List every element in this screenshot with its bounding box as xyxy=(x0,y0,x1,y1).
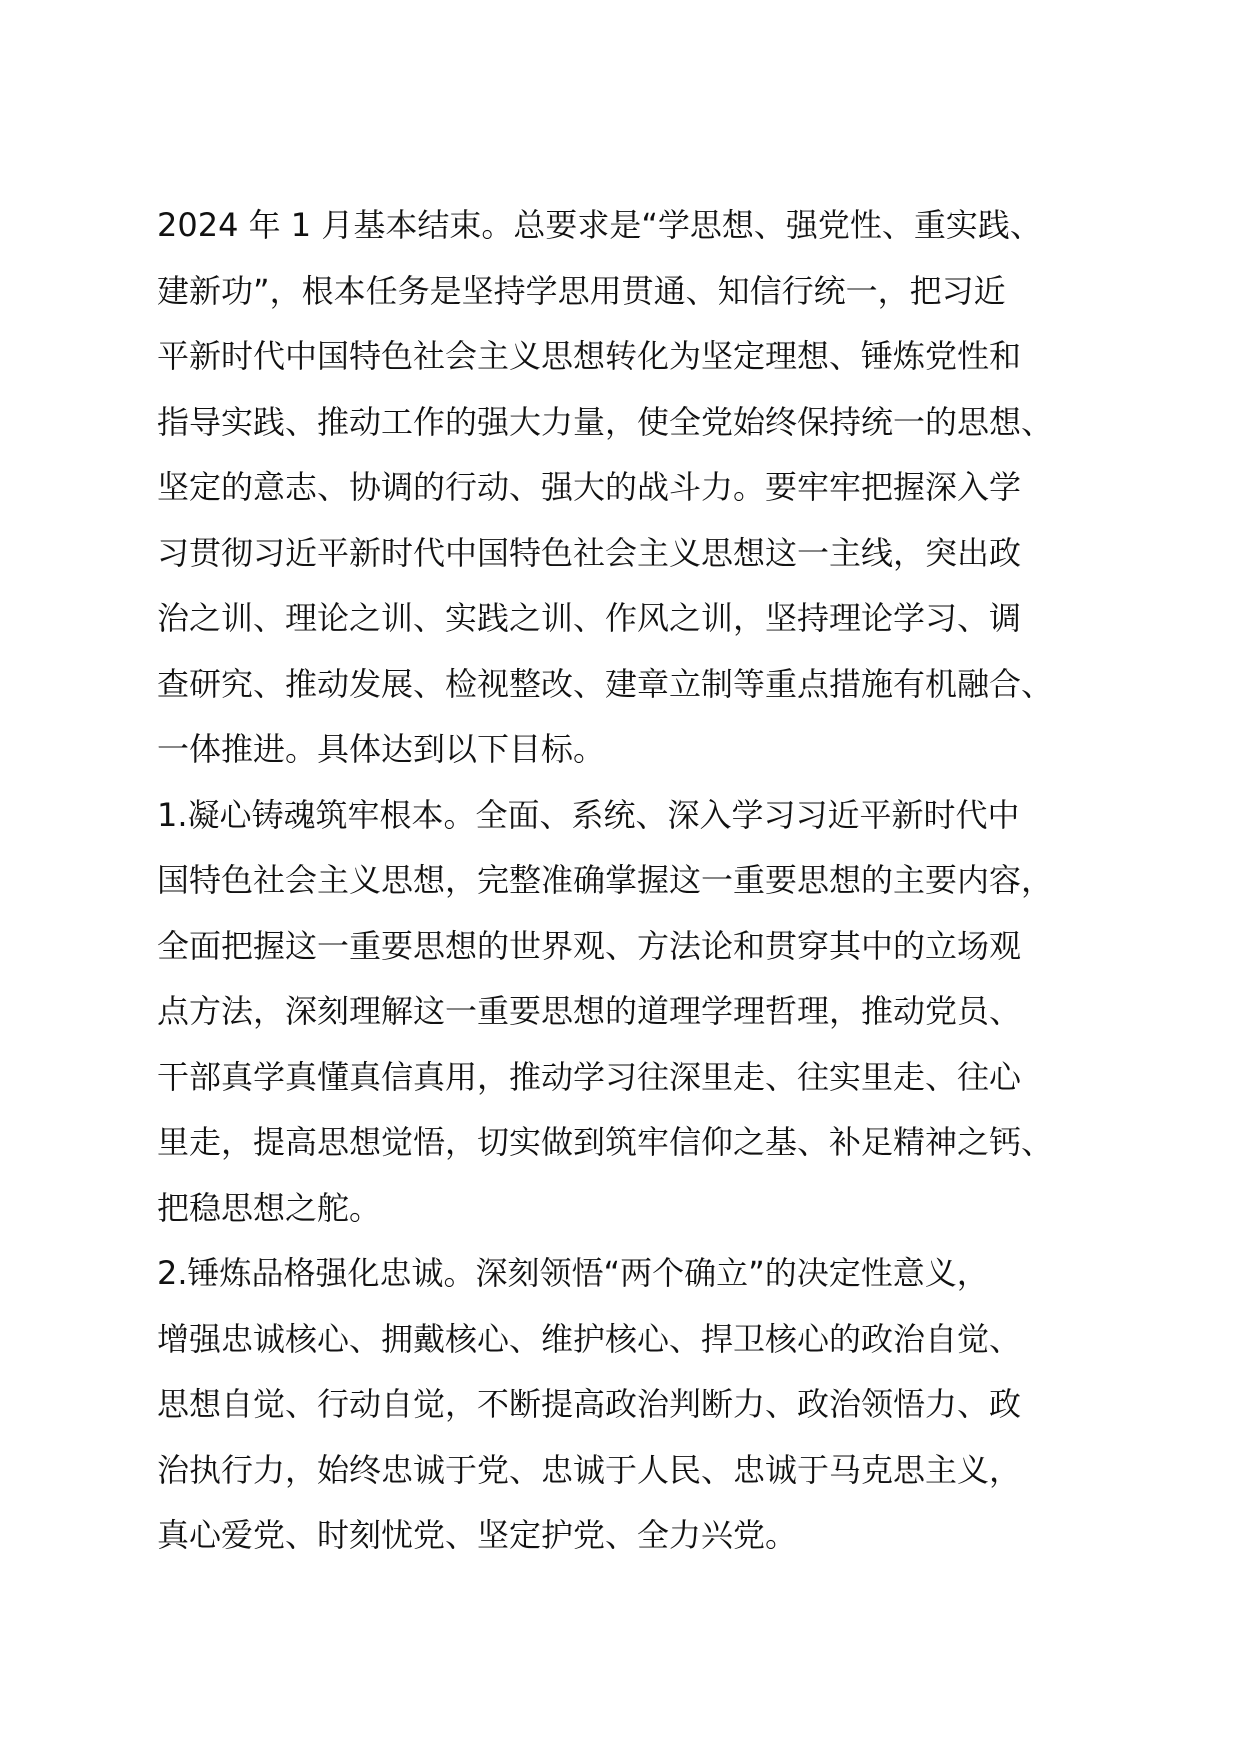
text-line-4: 指导实践、推动工作的强大力量，使全党始终保持统一的思想、 xyxy=(157,402,1054,441)
text-line-11: 国特色社会主义思想，完整准确掌握这一重要思想的主要内容， xyxy=(157,861,1054,899)
text-line-16: 把稳思想之舵。 xyxy=(157,1188,382,1227)
text-line-1: 2024 年 1 月基本结束。总要求是“学思想、强党性、重实践、 xyxy=(157,206,1042,244)
text-line-20: 治执行力，始终忠诚于党、忠诚于人民、忠诚于马克思主义， xyxy=(157,1450,1022,1489)
text-line-7: 治之训、理论之训、实践之训、作风之训，坚持理论学习、调 xyxy=(157,599,1022,637)
text-line-10: 1.凝心铸魂筑牢根本。全面、系统、深入学习习近平新时代中 xyxy=(157,795,1020,834)
text-line-12: 全面把握这一重要思想的世界观、方法论和贯穿其中的立场观 xyxy=(157,926,1022,965)
text-line-13: 点方法，深刻理解这一重要思想的道理学理哲理，推动党员、 xyxy=(157,992,1022,1030)
text-line-17: 2.锤炼品格强化忠诚。深刻领悟“两个确立”的决定性意义， xyxy=(157,1254,989,1292)
text-line-3: 平新时代中国特色社会主义思想转化为坚定理想、锤炼党性和 xyxy=(157,337,1022,375)
text-line-9: 一体推进。具体达到以下目标。 xyxy=(157,730,606,768)
text-line-18: 增强忠诚核心、拥戴核心、维护核心、捍卫核心的政治自觉、 xyxy=(157,1319,1022,1358)
text-line-15: 里走，提高思想觉悟，切实做到筑牢信仰之基、补足精神之钙、 xyxy=(157,1123,1054,1161)
text-line-8: 查研究、推动发展、检视整改、建章立制等重点措施有机融合、 xyxy=(157,664,1054,703)
document-body xyxy=(157,193,1097,1569)
text-line-2: 建新功”，根本任务是坚持学思用贯通、知信行统一，把习近 xyxy=(157,271,1006,310)
text-line-14: 干部真学真懂真信真用，推动学习往深里走、往实里走、往心 xyxy=(157,1057,1022,1096)
text-line-6: 习贯彻习近平新时代中国特色社会主义思想这一主线，突出政 xyxy=(157,533,1022,572)
text-line-5: 坚定的意志、协调的行动、强大的战斗力。要牢牢把握深入学 xyxy=(157,468,1022,506)
text-line-21: 真心爱党、时刻忧党、坚定护党、全力兴党。 xyxy=(157,1516,798,1554)
text-line-19: 思想自觉、行动自觉，不断提高政治判断力、政治领悟力、政 xyxy=(157,1385,1022,1423)
